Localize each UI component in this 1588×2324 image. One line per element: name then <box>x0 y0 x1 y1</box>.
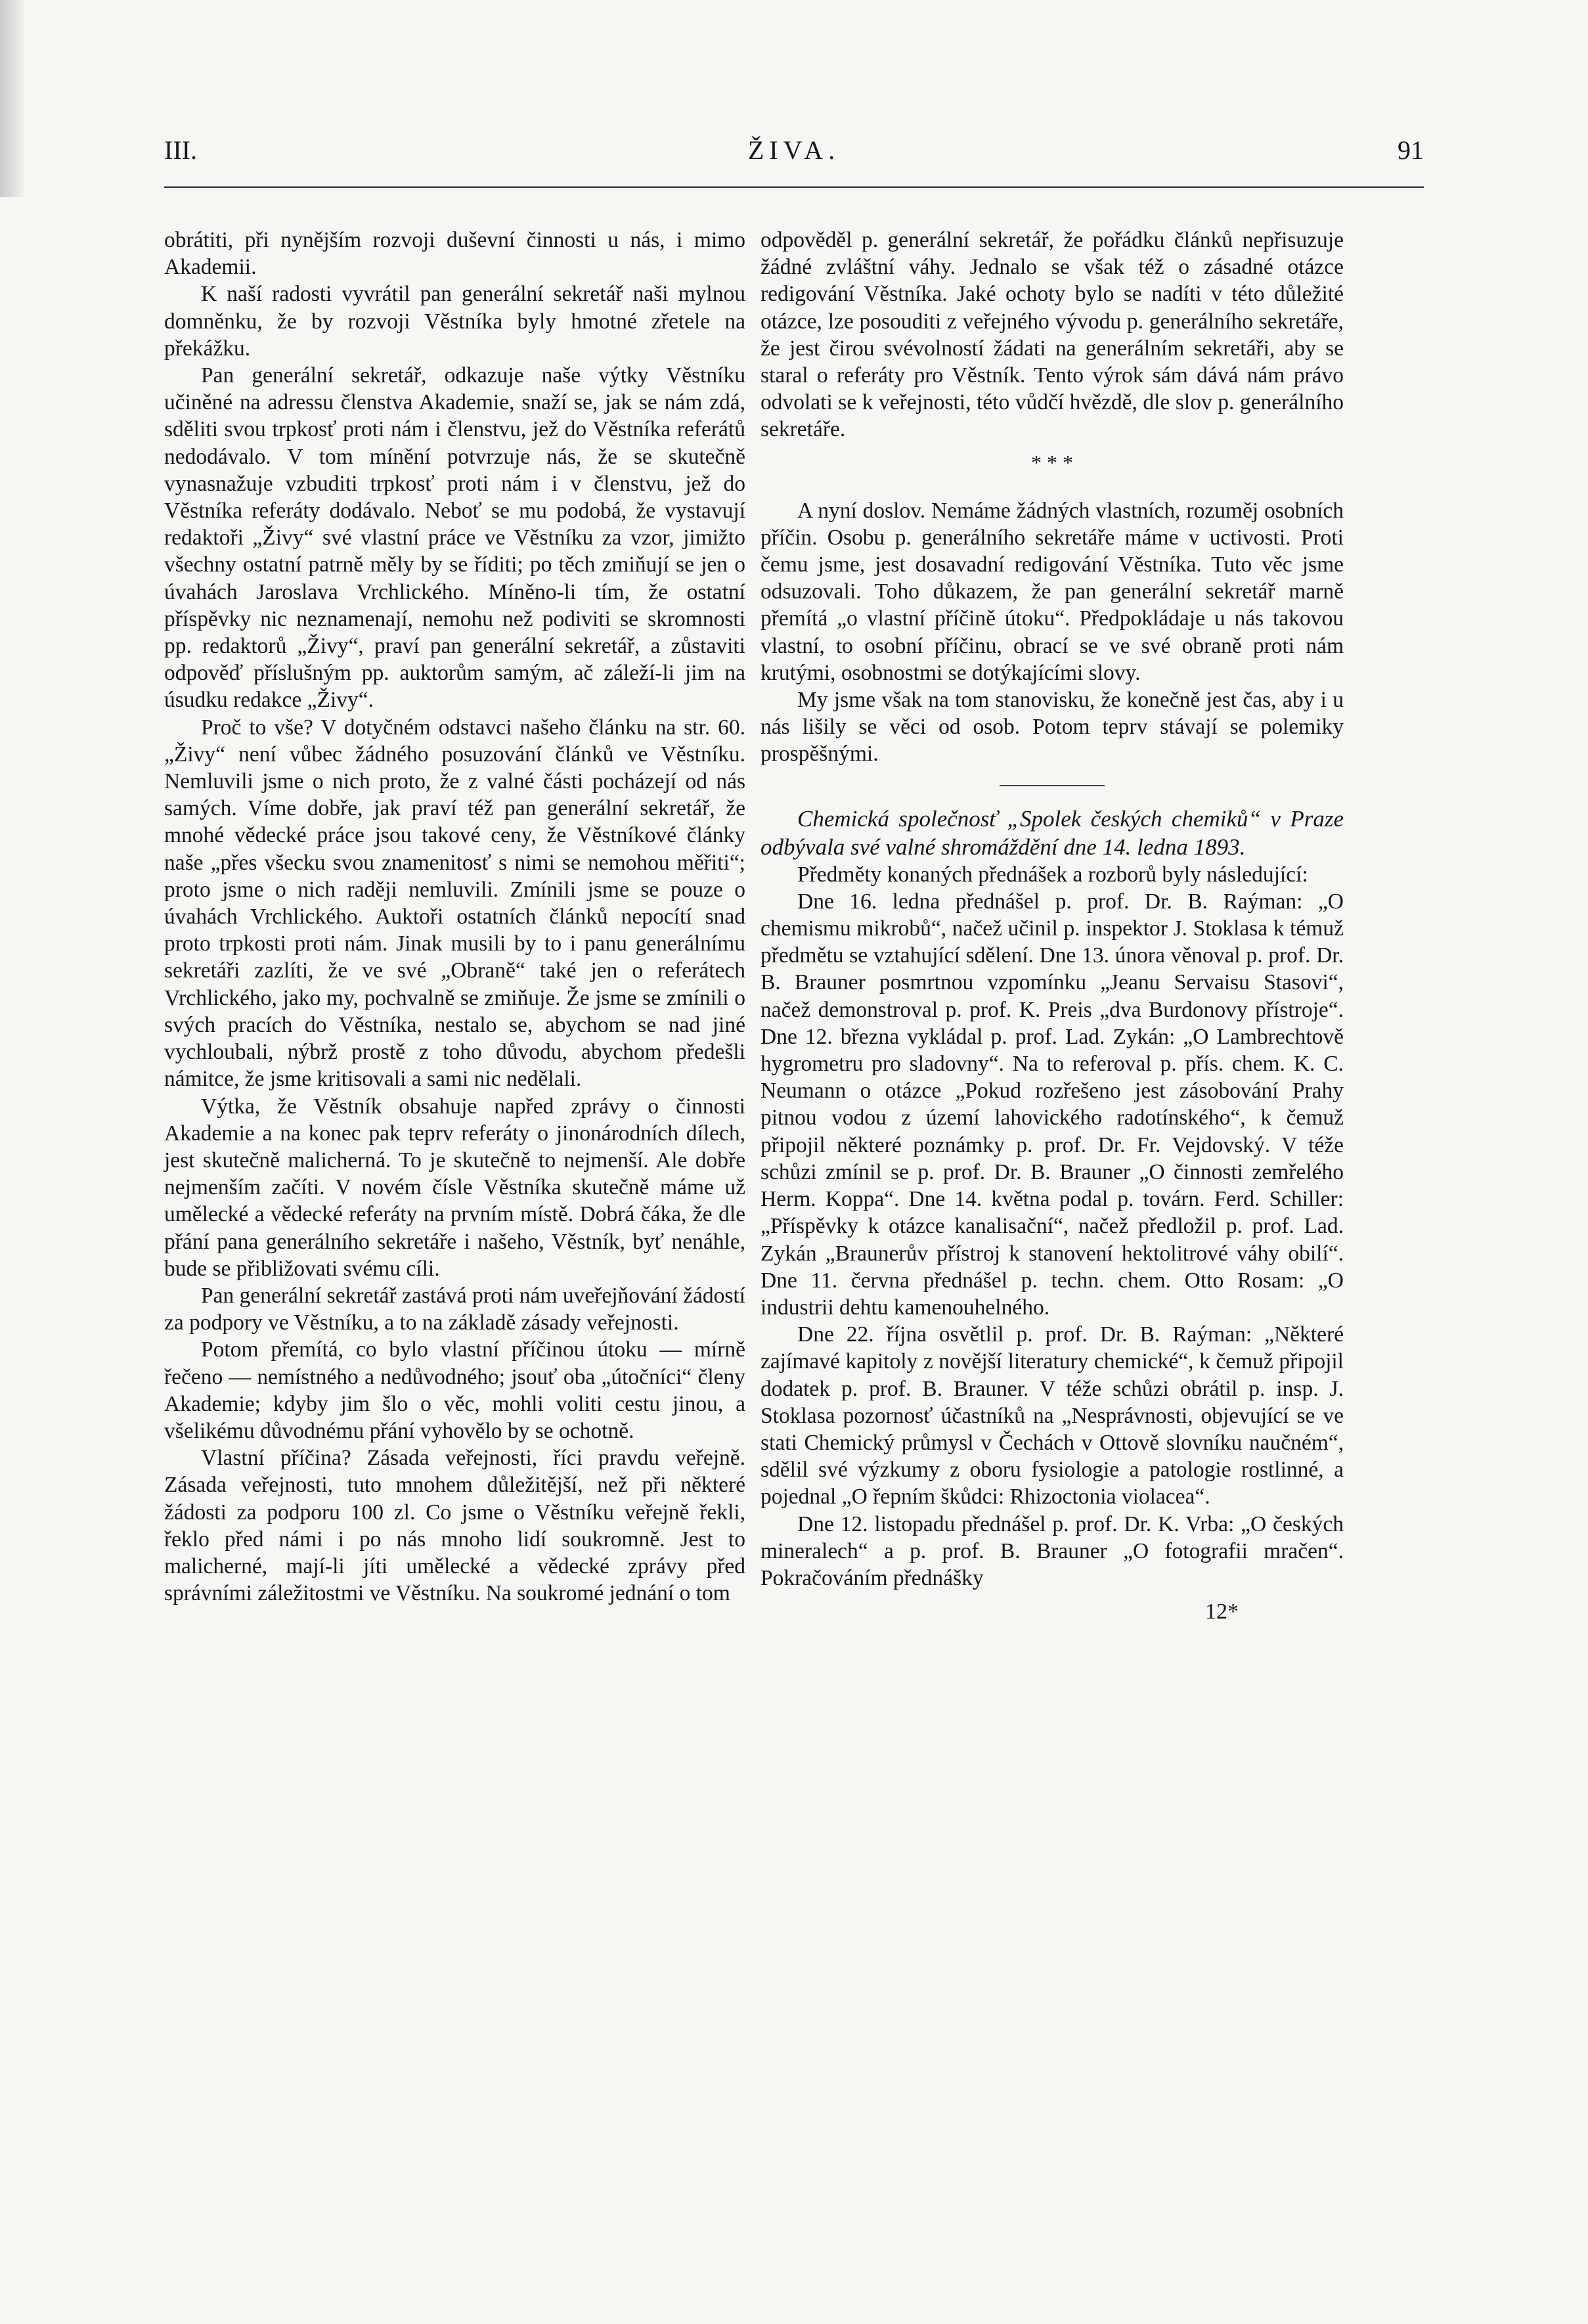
paragraph: Pan generální sekretář zastává proti nám uveřejňování žádostí za podpory ve Věstníku, a to na základě zásady veřejnosti. <box>164 1283 745 1335</box>
paragraph: Proč to vše? V dotyčném odstavci našeho článku na str. 60. „Živy“ není vůbec žádného posuzování článků ve Věstníku. Nemluvili jsme o nich proto, že z valné části pocházejí od nás samých. Víme dobře, jak praví též pan generální sekretář, že mnohé vědecké práce jsou takové ceny, že Věstníkové články naše „přes všecku svou znamenitosť s nimi se nemohou měřiti“; proto jsme o nich raději nemluvili. Zmínili jsme se pouze o úvahách Vrchlického. Auktoři ostatních článků nepocítí snad proto trpkosti proti nám. Jinak musili by to i panu generálnímu sekretáři zazlíti, že ve své „Obraně“ také jen o referátech Vrchlického, jako my, pochvalně se zmiňuje. Že jsme se zmínili o svých pracích do Věstníka, nestalo se, abychom se nad jiné vychloubali, nýbrž prostě z toho důvodu, abychom předešli námitce, že jsme kritisovali a sami nic nedělali. <box>164 715 745 1092</box>
header-rule <box>164 186 1424 188</box>
paragraph: My jsme však na tom stanovisku, že konečně jest čas, aby i u nás lišily se věci od osob. Potom teprv stávají se polemiky prospěšnými. <box>761 688 1344 767</box>
scan-edge-shadow <box>0 0 26 197</box>
paragraph: Potom přemítá, co bylo vlastní příčinou útoku — mírně řečeno — nemístného a nedůvodného; jsouť oba „útočníci“ členy Akademie; kdyby jim šlo o věc, mohli voliti cestu jinou, a všelikému důvodnému přání vyhovělo by se ochotně. <box>164 1337 745 1443</box>
volume-number: III. <box>164 135 197 165</box>
paragraph: Dne 22. října osvětlil p. prof. Dr. B. Raýman: „Některé zajímavé kapitoly z novější literatury chemické“, k čemuž připojil dodatek p. prof. B. Brauner. V téže schůzi obrátil p. insp. J. Stoklasa pozornosť účastníků na „Nesprávnosti, objevující se ve stati Chemický průmysl v Čechách v Ottově slovníku naučném“, sdělil své výzkumy z oboru fysiologie a patologie rostlinné, a pojednal „O řepním škůdci: Rhizoctonia violacea“. <box>761 1322 1344 1509</box>
journal-title: ŽIVA. <box>747 135 841 165</box>
paragraph: Dne 16. ledna přednášel p. prof. Dr. B. Raýman: „O chemismu mikrobů“, načež učinil p. inspektor J. Stoklasa k témuž předmětu se vztahující sdělení. Dne 13. února věnoval p. prof. Dr. B. Brauner posmrtnou vzpomínku „Jeanu Servaisu Stasovi“, načež demonstroval p. prof. K. Preis „dva Burdonovy přístroje“. Dne 12. března vykládal p. prof. Lad. Zykán: „O Lambrechtově hygrometru pro sladovny“. Na to referoval p. přís. chem. K. C. Neumann o otázce „Pokud rozřešeno jest zásobování Prahy pitnou vodou z území lahovického radotínského“, k čemuž připojil některé poznámky p. prof. Dr. Fr. Vejdovský. V téže schůzi zmínil se p. prof. Dr. B. Brauner „O činnosti zemřelého Herm. Koppa“. Dne 14. května podal p. továrn. Ferd. Schiller: „Příspěvky k otázce kanalisační“, načež předložil p. prof. Lad. Zykán „Braunerův přístroj k stanovení hektolitrové váhy obilí“. Dne 11. června přednášel p. techn. chem. Otto Rosam: „O industrii dehtu kamenouhelného. <box>761 889 1344 1320</box>
paragraph: odpověděl p. generální sekretář, že pořádku článků nepřisuzuje žádné zvláštní váhy. Jednalo se však též o zásadné otázce redigování Věstníka. Jaké ochoty bylo se nadíti v této důležité otázce, lze posouditi z veřejného vývodu p. generálního sekretáře, že jest čirou svévolností žádati na generálním sekretáři, aby se staral o referáty pro Věstník. Tento výrok sám dává nám právo odvolati se k veřejnosti, této vůdčí hvězdě, dle slov p. generálního sekretáře. <box>761 228 1344 442</box>
section-heading: Chemická společnosť „Spolek českých chemiků“ v Praze odbývala své valné shromáždění dne 14. ledna 1893. <box>761 805 1344 860</box>
asterism-separator: * * * <box>1031 450 1073 474</box>
paragraph: Vlastní příčina? Zásada veřejnosti, říci pravdu veřejně. Zásada veřejnosti, tuto mnohem důležitější, než při některé žádosti za podporu 100 zl. Co jsme o Věstníku veřejně řekli, řeklo před námi i po nás mnoho lidí soukromně. Jest to malicherné, mají-li jíti umělecké a vědecké zprávy před správními záležitostmi ve Věstníku. Na soukromé jednání o tom <box>164 1446 745 1606</box>
signature-mark: 12* <box>1205 1599 1239 1624</box>
right-column <box>761 227 1344 1625</box>
paragraph: Dne 12. listopadu přednášel p. prof. Dr. K. Vrba: „O českých mineralech“ a p. prof. B. Brauner „O fotografii mračen“. Pokračováním přednášky <box>761 1511 1344 1590</box>
section-divider <box>1000 785 1105 786</box>
running-head <box>164 135 1424 181</box>
paragraph: Pan generální sekretář, odkazuje naše výtky Věstníku učiněné na adressu členstva Akademie, snaží se, jak se nám zdá, sděliti svou trpkosť proti nám i členstvu, jež do Věstníka referátů nedodávalo. V tom mínění potvrzuje nás, že se skutečně vynasnažuje vzbuditi trpkosť proti nám i v členstvu, jež do Věstníka referáty dodávalo. Neboť se mu podobá, že vystavují redaktoři „Živy“ své vlastní práce ve Věstníku za vzor, jimižto všechny ostatní patrně měly by se říditi; po těch zmiňují se jen o úvahách Jaroslava Vrchlického. Míněno-li tím, že ostatní příspěvky nic neznamenají, nemohu než podiviti se skromnosti pp. redaktorů „Živy“, praví pan generální sekretář, a zůstaviti odpověď příslušným pp. auktorům samým, ač záleží-li jim na úsudku redakce „Živy“. <box>164 363 745 713</box>
page-number: 91 <box>1398 135 1424 165</box>
paragraph: Předměty konaných přednášek a rozborů byly následující: <box>797 862 1308 887</box>
paragraph: Výtka, že Věstník obsahuje napřed zprávy o činnosti Akademie a na konec pak teprv referáty o jinonárodních dílech, jest skutečně malicherná. To je skutečně to nejmenší. Ale dobře nejmenším začíti. V novém čísle Věstníka skutečně máme už umělecké a vědecké referáty na prvním místě. Dobrá čáka, že dle přání pana generálního sekretáře i našeho, Věstník, byť nenáhle, bude se přibližovati svému cíli. <box>164 1094 745 1281</box>
paragraph: A nyní doslov. Nemáme žádných vlastních, rozuměj osobních příčin. Osobu p. generálního sekretáře máme v uctivosti. Proti čemu jsme, jest dosavadní redigování Věstníka. Tuto věc jsme odsuzovali. Toho důkazem, že pan generální sekretář marně přemítá „o vlastní příčině útoku“. Předpokládaje u nás takovou vlastní, to osobní příčinu, obrací se ve své obraně proti nám krutými, osobnostmi se dotýkajícími slovy. <box>761 498 1344 685</box>
left-column <box>164 227 745 1607</box>
paragraph: K naší radosti vyvrátil pan generální sekretář naši mylnou domněnku, že by rozvoji Věstníka byly hmotné zřetele na překážku. <box>164 282 745 361</box>
paragraph: obrátiti, při nynějším rozvoji duševní činnosti u nás, i mimo Akademii. <box>164 228 745 280</box>
